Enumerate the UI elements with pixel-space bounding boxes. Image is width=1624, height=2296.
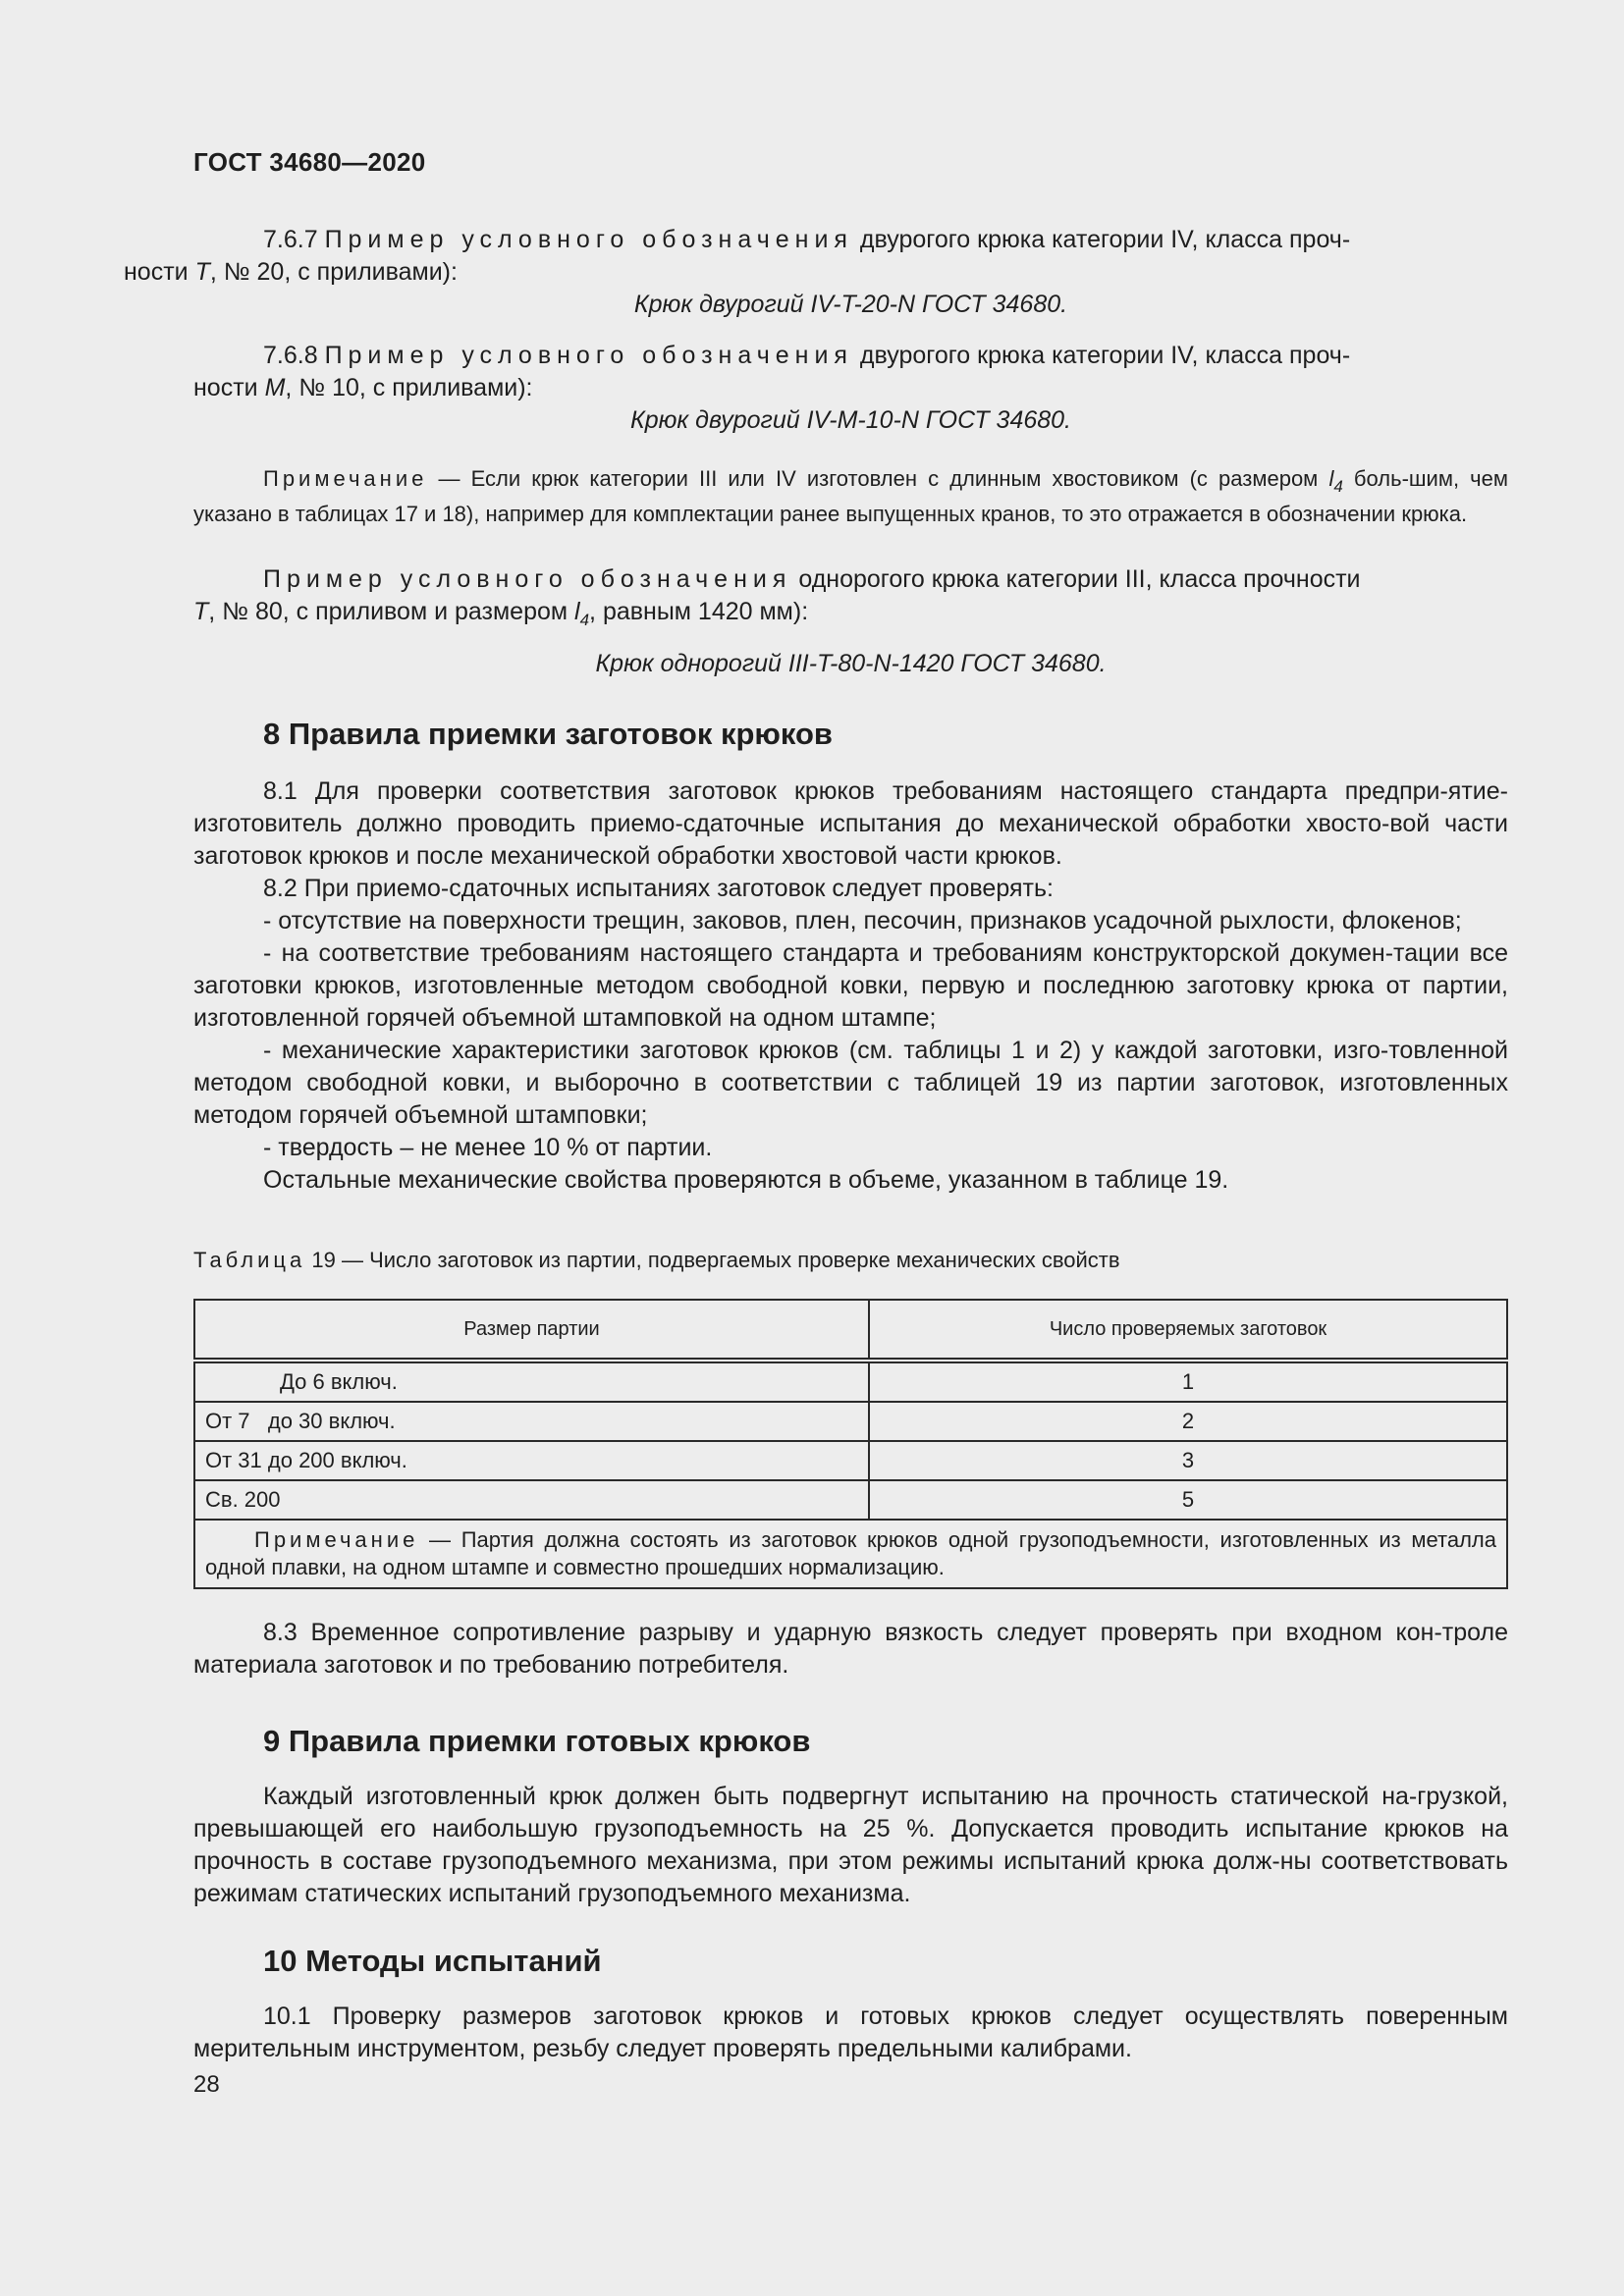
table-cell: От 31 до 200 включ. [194,1441,869,1480]
table-cell: От 7 до 30 включ. [194,1402,869,1441]
clause-7-6-8 [193,340,1508,437]
clause-10-1: 10.1 Проверку размеров заготовок крюков и готовых крюков следует осуществлять поверенным мерительным инструментом, резьбу следует проверять предельными калибрами. [193,2002,1508,2062]
page-number: 28 [193,2071,220,2098]
text-fragment: однорогого крюка категории III, класса прочности [791,565,1361,593]
section-8 [193,715,1508,1197]
section-8-title: 8 Правила приемки заготовок крюков [263,717,833,751]
variable: l [574,598,580,625]
example-text [193,563,1508,636]
example-designation: Крюк двурогий IV-M-10-N ГОСТ 34680. [629,406,1072,434]
clause-8-3-block [193,1617,1508,1682]
table-cell: 3 [869,1441,1507,1480]
table-note [194,1520,1507,1588]
section-10 [193,1942,1508,2065]
document-header: ГОСТ 34680—2020 [193,147,426,177]
example-block [193,563,1508,680]
text-fragment: — Если крюк категории III или IV изготовлен с длинным хвостовиком (с размером [427,466,1329,491]
column-header: Размер партии [194,1300,869,1361]
clause-7-6-8-text [193,340,1508,404]
variable: Т [193,598,209,625]
subscript: 4 [579,611,590,629]
table-19-caption [193,1247,1508,1274]
spaced-term: Пример условного обозначения [324,226,853,253]
variable: l [1328,466,1334,491]
variable: М [264,374,286,401]
text-fragment: двурогого крюка категории IV, класса проч- [852,342,1351,369]
clause-8-3: 8.3 Временное сопротивление разрыву и ударную вязкость следует проверять при входном кон-троле материала заготовок и по требованию потребителя. [193,1619,1508,1679]
list-item: - механические характеристики заготовок крюков (см. таблицы 1 и 2) у каждой заготовки, изго-товленной методом свободной ковки, и выборочно в соответствии с таблицей 19 из партии заготовок, изготовленных методом горячей объемной штамповки; [193,1037,1508,1129]
note-block [193,465,1508,528]
table-note-row [194,1520,1507,1588]
table-cell: 1 [869,1361,1507,1402]
text-fragment: двурогого крюка категории IV, класса проч- [852,226,1351,253]
list-item: - отсутствие на поверхности трещин, заковов, плен, песочин, признаков усадочной рыхлости, флокенов; [263,907,1462,934]
table-header-row [194,1300,1507,1361]
list-item: - твердость – не менее 10 % от партии. [263,1134,713,1161]
subscript: 4 [1333,477,1343,496]
table [193,1299,1508,1589]
table-cell: 5 [869,1480,1507,1520]
caption-text [193,1247,1508,1274]
section-9-title: 9 Правила приемки готовых крюков [263,1724,811,1758]
example-designation: Крюк двурогий IV-T-20-N ГОСТ 34680. [633,291,1068,318]
section-10-title: 10 Методы испытаний [263,1944,602,1978]
clause-8-1: 8.1 Для проверки соответствия заготовок крюков требованиям настоящего стандарта предпри-ятие-изготовитель должно проводить приемо-сдаточные испытания до механической обработки хвосто-вой части заготовок крюков и после механической обработки хвостовой части крюков. [193,777,1508,870]
text-fragment: , № 10, с приливами): [285,374,533,401]
clause-rest: Остальные механические свойства проверяются в объеме, указанном в таблице 19. [263,1166,1229,1194]
table-row [194,1480,1507,1520]
variable: Т [194,258,210,286]
text-fragment: ности [124,258,195,286]
text-fragment: , № 80, с приливом и размером [208,598,575,625]
example-designation: Крюк однорогий III-T-80-N-1420 ГОСТ 34680. [595,650,1107,677]
clause-number: 7.6.8 [263,342,318,369]
clause-number: 7.6.7 [263,226,318,253]
spaced-term: Таблица [193,1248,306,1272]
text-fragment: — Партия должна состоять из заготовок крюков одной грузоподъемности, изготовленных из металла одной плавки, на одном штампе и совместно прошедших нормализацию. [205,1527,1496,1579]
table-cell: Св. 200 [194,1480,869,1520]
clause-8-2: 8.2 При приемо-сдаточных испытаниях заготовок следует проверять: [263,875,1054,902]
spaced-term: Пример условного обозначения [324,342,853,369]
section-9-text: Каждый изготовленный крюк должен быть подвергнут испытанию на прочность статической на-грузкой, превышающей его наибольшую грузоподъемность на 25 %. Допускается проводить испытание крюков на прочность в составе грузоподъемного механизма, при этом режимы испытаний крюка долж-ны соответствовать режимам статических испытаний грузоподъемного механизма. [193,1783,1508,1907]
spaced-term: Примечание [263,466,428,491]
list-item: - на соответствие требованиям настоящего стандарта и требованиям конструкторской докумен-тации все заготовки крюков, изготовленные методом свободной ковки, первую и последнюю заготовку крюка от партии, изготовленной горячей объемной штамповкой на одном штампе; [193,939,1508,1032]
text-fragment: ности [193,374,265,401]
section-9 [193,1722,1508,1910]
text-fragment: 19 — Число заготовок из партии, подвергаемых проверке механических свойств [305,1248,1120,1272]
text-fragment: боль-шим, чем указано в таблицах 17 и 18), например для комплектации ранее выпущенных кранов, то это отражается в обозначении крюка. [193,466,1509,526]
note-text [193,465,1508,528]
table-cell: 2 [869,1402,1507,1441]
table-row [194,1361,1507,1402]
clause-7-6-7 [124,224,1508,321]
spaced-term: Пример условного обозначения [263,565,792,593]
text-fragment: , равным 1420 мм): [589,598,809,625]
document-page [124,0,1509,2296]
spaced-term: Примечание [254,1527,419,1552]
table-cell: До 6 включ. [194,1361,869,1402]
table-19 [193,1299,1508,1589]
table-row [194,1402,1507,1441]
table-row [194,1441,1507,1480]
column-header: Число проверяемых заготовок [869,1300,1507,1361]
clause-7-6-7-text [124,224,1508,289]
text-fragment: , № 20, с приливами): [209,258,458,286]
